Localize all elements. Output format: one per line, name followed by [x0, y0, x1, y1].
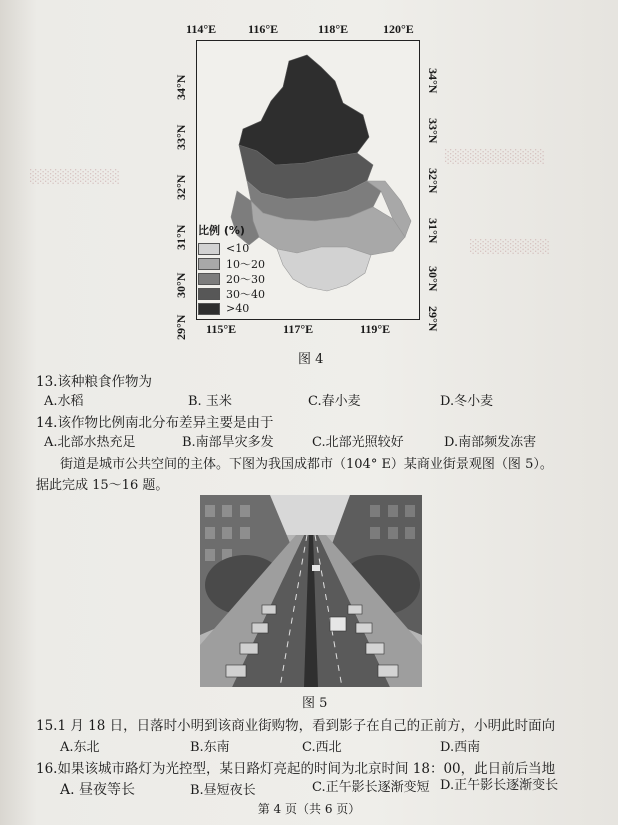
legend-item	[198, 301, 268, 316]
legend-label: 20～30	[226, 272, 265, 286]
left-tick: 34°N	[174, 74, 188, 100]
legend-swatch	[198, 258, 220, 270]
q13-option-d: D.冬小麦	[440, 394, 494, 409]
bleed-through: ░░░░░░░░░	[30, 170, 120, 185]
intro-line-1: 街道是城市公共空间的主体。下图为我国成都市（104° E）某商业街景观图（图 5）。	[60, 457, 553, 472]
right-tick: 33°N	[426, 118, 440, 144]
legend-label: 10～20	[226, 257, 265, 271]
bottom-tick: 115°E	[206, 322, 237, 336]
figure-4-caption: 图 4	[298, 352, 324, 367]
figure-4-map	[174, 22, 440, 347]
q16-option-d: D.正午影长逐渐变长	[440, 778, 559, 793]
question-13-stem: 13.该种粮食作物为	[36, 374, 152, 390]
right-tick: 34°N	[426, 68, 440, 94]
question-15-stem: 15.1 月 18 日，日落时小明到该商业街购物，看到影子在自己的正前方，小明此时面向	[36, 718, 556, 734]
q13-option-b: B. 玉米	[188, 394, 232, 409]
q16-option-b: B.昼短夜长	[190, 783, 256, 798]
left-tick: 33°N	[174, 124, 188, 150]
q14-option-a: A.北部水热充足	[44, 435, 136, 450]
right-tick: 32°N	[426, 168, 440, 194]
question-14-stem: 14.该作物比例南北分布差异主要是由于	[36, 415, 274, 431]
top-tick: 116°E	[248, 22, 279, 36]
legend-swatch	[198, 288, 220, 300]
legend-label: <10	[226, 242, 250, 255]
figure-5-caption: 图 5	[302, 696, 328, 711]
bottom-tick: 117°E	[283, 322, 314, 336]
top-tick: 120°E	[383, 22, 414, 36]
legend-swatch	[198, 243, 220, 255]
legend-swatch	[198, 273, 220, 285]
bleed-through: ░░░░░░░░░░	[445, 150, 545, 165]
q15-option-a: A.东北	[60, 740, 100, 755]
question-16-stem: 16.如果该城市路灯为光控型，某日路灯亮起的时间为北京时间 18：00，此日前后当地	[36, 761, 556, 777]
q14-option-b: B.南部旱灾多发	[182, 435, 274, 450]
legend-label: >40	[226, 302, 250, 315]
legend-title: 比例 (%)	[198, 224, 245, 237]
q14-option-c: C.北部光照较好	[312, 435, 404, 450]
legend-item	[198, 256, 268, 271]
top-tick: 118°E	[318, 22, 349, 36]
bleed-through: ░░░░░░░░	[470, 240, 550, 255]
intro-line-2: 据此完成 15～16 题。	[36, 478, 169, 493]
q15-option-d: D.西南	[440, 740, 481, 755]
right-tick: 30°N	[426, 266, 440, 292]
left-tick: 29°N	[174, 314, 188, 340]
q16-option-c: C.正午影长逐渐变短	[312, 780, 430, 795]
q13-option-c: C.春小麦	[308, 394, 361, 409]
legend-item	[198, 241, 268, 256]
bottom-tick: 119°E	[360, 322, 391, 336]
left-tick: 30°N	[174, 272, 188, 298]
figure-5-street-photo	[200, 495, 422, 687]
legend-swatch	[198, 303, 220, 315]
page-footer: 第 4 页（共 6 页）	[257, 802, 361, 816]
legend-item	[198, 286, 268, 301]
right-tick: 29°N	[426, 306, 440, 332]
top-tick: 114°E	[186, 22, 217, 36]
right-tick: 31°N	[426, 218, 440, 244]
left-tick: 31°N	[174, 224, 188, 250]
q15-option-c: C.西北	[302, 740, 342, 755]
legend-item	[198, 271, 268, 286]
q13-option-a: A.水稻	[44, 394, 84, 409]
q14-option-d: D.南部频发冻害	[444, 435, 537, 450]
q15-option-b: B.东南	[190, 740, 230, 755]
q16-option-a: A. 昼夜等长	[60, 782, 136, 798]
map-legend	[198, 222, 268, 316]
left-tick: 32°N	[174, 174, 188, 200]
legend-label: 30～40	[226, 287, 265, 301]
